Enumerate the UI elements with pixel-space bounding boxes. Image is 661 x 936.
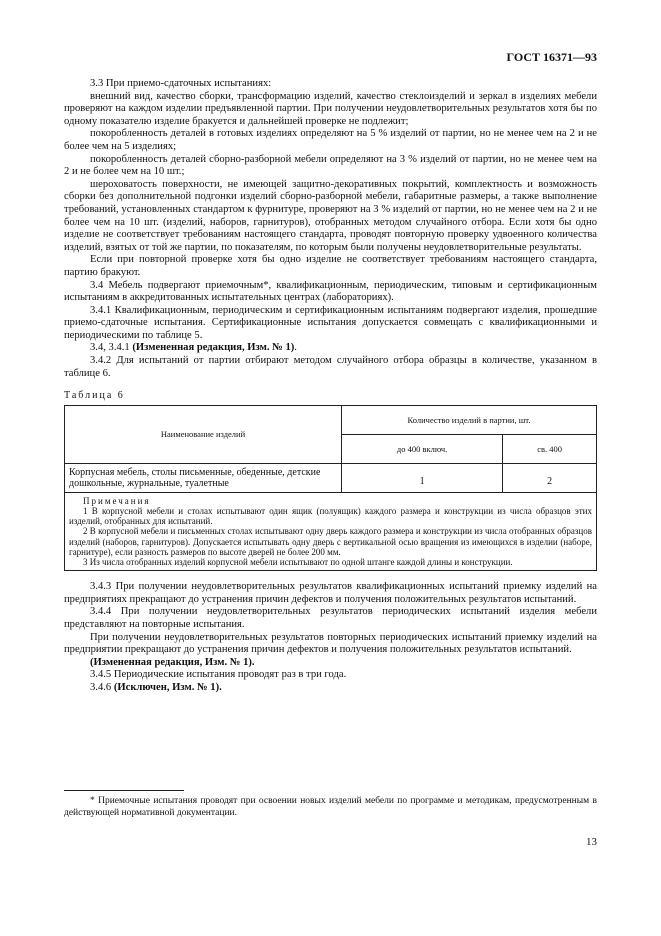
paragraph: При получении неудовлетворительных результатов повторных периодических испытаний приемку изделий на предприятии прекращают до устранения причин дефектов и получения положительных результатов испытаний.: [64, 631, 597, 656]
table-notes: [65, 492, 597, 570]
edition-note: (Измененная редакция, Изм. № 1).: [90, 656, 255, 668]
paragraph: 3.3 При приемо-сдаточных испытаниях:: [90, 78, 272, 89]
paragraph: шероховатость поверхности, не имеющей защитно-декоративных покрытий, комплектность и возможность сборки без дополнительной подгонки изделий сборно-разборной мебели, габаритные размеры, а также выполнение требований, установленных стандартом к фурнитуре, проверяют на 3 % изделий от партии, но не менее чем на 2 и не более чем на 10 шт. (изделий, наборов, гарнитуров), отобранных методом случайного отбора. Если хотя бы одно изделие не соответствует требованиям настоящего стандарта, проводят повторную проверку удвоенного количества изделий, взятых от той же партии, по показателям, по которым были получены неудовлетворительные результаты.: [64, 178, 597, 253]
paragraph: покоробленность деталей в готовых изделиях определяют на 5 % изделий от партии, но не менее чем на 2 и не более чем на 5 изделиях;: [64, 128, 597, 152]
paragraph: 3.4.5 Периодические испытания проводят раз в три года.: [90, 669, 347, 681]
edition-note: [64, 342, 597, 355]
table-caption: Таблица 6: [64, 390, 125, 402]
row-name: Корпусная мебель, столы письменные, обеденные, детские дошкольные, журнальные, туалетные: [65, 463, 342, 492]
footnote-divider: [64, 790, 184, 791]
sample-table: [64, 405, 597, 571]
standard-header: ГОСТ 16371—93: [506, 50, 597, 64]
row-value-upto-400: 1: [342, 463, 503, 492]
col-header-qty: Количество изделий в партии, шт.: [342, 405, 597, 434]
table-row: [65, 463, 597, 492]
page-number: 13: [586, 836, 597, 848]
sub-header-over-400: св. 400: [503, 434, 597, 463]
document-body: [64, 78, 597, 695]
paragraph: 3.4.4 При получении неудовлетворительных результатов периодических испытаний изделия мебели представляют на повторные испытания.: [64, 606, 597, 631]
note-item: 3 Из числа отобранных изделий корпусной мебели испытывают по одной штанге каждой длины и конструкции.: [83, 557, 513, 568]
footnote: * Приемочные испытания проводят при освоении новых изделий мебели по программе и методикам, предусмотренным в действующей нормативной документации.: [64, 796, 597, 818]
paragraph: 3.4.1 Квалификационным, периодическим и сертификационным испытаниям подвергают изделия, прошедшие приемо-сдаточные испытания. Сертификационные испытания допускается совмещать с квалификационными и периодическими по таблице 5.: [64, 304, 597, 341]
col-header-name: Наименование изделий: [65, 405, 342, 463]
edition-note-prefix: 3.4, 3.4.1: [90, 342, 133, 354]
paragraph-excluded: [64, 682, 597, 695]
paragraph: 3.4.3 При получении неудовлетворительных результатов квалификационных испытаний приемку изделий на предприятиях прекращают до устранения причин дефектов и получения положительных результатов испытаний.: [64, 581, 597, 605]
paragraph-number: 3.4.6: [90, 682, 114, 694]
edition-note-suffix: .: [294, 342, 297, 354]
paragraph: 3.4 Мебель подвергают приемочным*, квалификационным, периодическим, типовым и сертификационным испытаниям в аккредитованных испытательных центрах (лабораториях).: [64, 279, 597, 304]
paragraph: Если при повторной проверке хотя бы одно изделие не соответствует требованиям настоящего стандарта, партию бракуют.: [64, 254, 597, 278]
edition-note-bold: (Измененная редакция, Изм. № 1): [132, 342, 295, 354]
sub-header-upto-400: до 400 включ.: [342, 434, 503, 463]
notes-title: Примечания: [83, 495, 151, 506]
note-item: 1 В корпусной мебели и столах испытывают один ящик (полуящик) каждого размера и конструкции из числа образцов этих изделий, отобранных для испытаний.: [69, 506, 592, 527]
paragraph: покоробленность деталей сборно-разборной мебели определяют на 3 % изделий от партии, но не менее чем на 2 и не более чем на 10 шт.;: [64, 153, 597, 178]
excluded-note: (Исключен, Изм. № 1).: [113, 682, 222, 694]
after-table-section: [64, 581, 597, 694]
paragraph: 3.4.2 Для испытаний от партии отбирают методом случайного отбора образцы в количестве, указанном в таблице 6.: [64, 355, 597, 379]
row-value-over-400: 2: [503, 463, 597, 492]
note-item: 2 В корпусной мебели и письменных столах испытывают одну дверь каждого размера и конструкции из числа отобранных образцов изделий (наборов, гарнитуров). Допускается испытывать одну дверь с вертикальной осью вращения из имеющихся в изделии (наборе, гарнитуре), если разность размеров по высоте дверей не более 200 мм.: [69, 526, 592, 557]
paragraph: внешний вид, качество сборки, трансформацию изделий, качество стеклоизделий и зеркал в изделиях мебели проверяют на каждом изделии предъявленной партии. При получении неудовлетворительных результатов хотя бы по одному показателю изделие бракуется и дальнейшей проверке не подлежит;: [64, 90, 597, 127]
